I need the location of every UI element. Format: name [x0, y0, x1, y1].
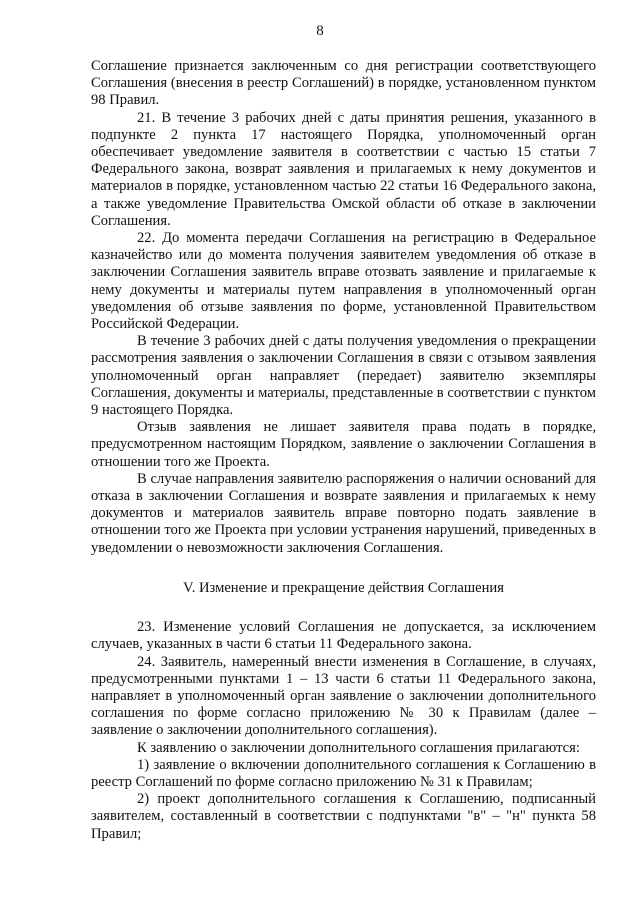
document-body — [91, 58, 596, 843]
paragraph-22-notice-return: В течение 3 рабочих дней с даты получения уведомления о прекращении рассмотрения заявления о заключении Соглашения в связи с отзывом заявления уполномоченный орган направляет (передает) заявителю экземпляры Соглашения, документы и материалы, представленные в соответствии с пунктом 9 настоящего Порядка. — [91, 333, 596, 419]
paragraph-agreement-concluded: Соглашение признается заключенным со дня регистрации соответствующего Соглашения (внесения в реестр Соглашений) в порядке, установленном пунктом 98 Правил. — [91, 58, 596, 109]
section-heading: V. Изменение и прекращение действия Соглашения — [183, 579, 504, 596]
paragraph-22-withdrawal-rights: Отзыв заявления не лишает заявителя права подать в порядке, предусмотренном настоящим Порядком, заявление о заключении Соглашения в отношении того же Проекта. — [91, 419, 596, 470]
page-number: 8 — [316, 23, 324, 39]
list-item-2: 2) проект дополнительного соглашения к Соглашению, подписанный заявителем, составленный в соответствии с подпунктами "в" – "н" пункта 58 Правил; — [91, 791, 596, 842]
paragraph-22-resubmission: В случае направления заявителю распоряжения о наличии оснований для отказа в заключении Соглашения и возврате заявления и прилагаемых к нему документов и материалов заявитель вправе повторно подать заявление в отношении того же Проекта при условии устранения нарушений, приведенных в уведомлении о невозможности заключения Соглашения. — [91, 470, 596, 556]
paragraph-attachments-intro: К заявлению о заключении дополнительного соглашения прилагаются: — [137, 739, 580, 756]
list-item-1: 1) заявление о включении дополнительного соглашения к Соглашению в реестр Соглашений по форме согласно приложению № 31 к Правилам; — [91, 756, 596, 790]
paragraph-21: 21. В течение 3 рабочих дней с даты принятия решения, указанного в подпункте 2 пункта 17 настоящего Порядка, уполномоченный орган обеспечивает уведомление заявителя в соответствии с частью 15 статьи 7 Федерального закона, возврат заявления и прилагаемых к нему документов и материалов в порядке, установленном частью 22 статьи 16 Федерального закона, а также уведомление Правительства Омской области об отказе в заключении Соглашения. — [91, 109, 596, 229]
paragraph-24: 24. Заявитель, намеренный внести изменения в Соглашение, в случаях, предусмотренными пунктами 1 – 13 части 6 статьи 11 Федерального закона, направляет в уполномоченный орган заявление о заключении дополнительного соглашения по форме согласно приложению № 30 к Правилам (далее – заявление о заключении дополнительного соглашения). — [91, 653, 596, 739]
paragraph-22: 22. До момента передачи Соглашения на регистрацию в Федеральное казначейство или до момента получения заявителем уведомления об отказе в заключении Соглашения заявитель вправе отозвать заявление и прилагаемые к нему документы и материалы путем направления в уполномоченный орган уведомления об отзыве заявления по форме, установленной Правительством Российской Федерации. — [91, 230, 596, 333]
paragraph-23: 23. Изменение условий Соглашения не допускается, за исключением случаев, указанных в части 6 статьи 11 Федерального закона. — [91, 619, 596, 653]
